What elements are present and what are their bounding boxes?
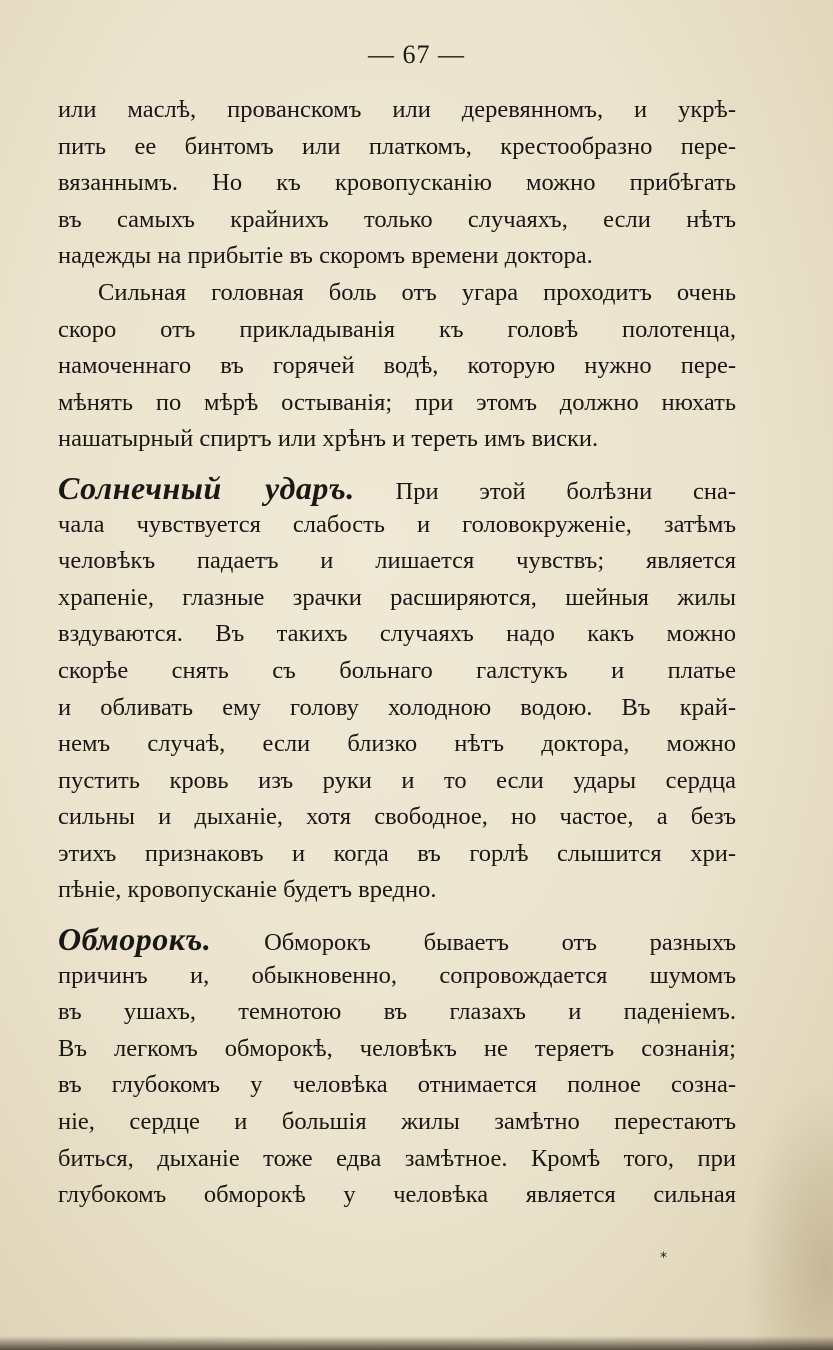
paragraph-continuation [58,92,736,275]
section-heading-sunstroke: Солнечный ударъ. [58,469,355,506]
text-line: немъ случаѣ, если близко нѣтъ доктора, можно [58,730,736,758]
text-line: Въ легкомъ обморокѣ, человѣкъ не теряетъ сознанія; [58,1034,736,1062]
text-line: чала чувствуется слабость и головокруженіе, затѣмъ [58,510,736,538]
text-line: въ самыхъ крайнихъ только случаяхъ, если нѣтъ [58,205,736,233]
text-line: и обливать ему голову холодною водою. Въ край- [58,693,736,721]
text-line: сильны и дыханіе, хотя свободное, но частое, а безъ [58,803,736,831]
signature-mark: * [660,1250,667,1266]
text-line: человѣкъ падаетъ и лишается чувствъ; является [58,547,736,575]
page-bottom-edge [0,1336,833,1350]
text-line: биться, дыханіе тоже едва замѣтное. Кромѣ того, при [58,1144,736,1172]
text-line: въ глубокомъ у человѣка отнимается полное созна- [58,1071,736,1099]
text-line: надежды на прибытіе въ скоромъ времени доктора. [58,242,593,270]
body-text [58,92,736,1214]
text-line: нашатырный спиртъ или хрѣнъ и тереть имъ виски. [58,425,599,453]
text-line: въ ушахъ, темнотою въ глазахъ и паденіемъ. [58,998,736,1026]
paragraph-headache [58,275,736,458]
section-fainting [58,921,736,1214]
section-first-line [58,470,736,507]
text-line: Сильная головная боль отъ угара проходитъ очень [98,278,736,306]
text-line: намоченнаго въ горячей водѣ, которую нужно пере- [58,352,736,380]
section-first-line [58,921,736,958]
text-fragment: При этой болѣзни сна- [395,477,736,505]
section-sunstroke [58,470,736,909]
page-number: — 67 — [368,40,465,69]
text-line: глубокомъ обморокѣ у человѣка является сильная [58,1181,736,1209]
text-line: ніе, сердце и большія жилы замѣтно перестаютъ [58,1108,736,1136]
text-line: пустить кровь изъ руки и то если удары сердца [58,766,736,794]
section-heading-fainting: Обморокъ. [58,921,212,958]
text-line: храпеніе, глазные зрачки расширяются, шейныя жилы [58,583,736,611]
text-line: этихъ признаковъ и когда въ горлѣ слышится хри- [58,839,736,867]
text-line: причинъ и, обыкновенно, сопровождается шумомъ [58,961,736,989]
text-line: пить ее бинтомъ или платкомъ, крестообразно пере- [58,132,736,160]
text-line: пѣніе, кровопусканіе будетъ вредно. [58,876,437,904]
text-line: или маслѣ, прованскомъ или деревянномъ, и укрѣ- [58,96,736,123]
text-fragment: Обморокъ бываетъ отъ разныхъ [264,929,736,957]
text-line: скорѣе снять съ больнаго галстукъ и платье [58,656,736,684]
text-line: вздуваются. Въ такихъ случаяхъ надо какъ можно [58,620,736,648]
text-line: вязаннымъ. Но къ кровопусканію можно прибѣгать [58,169,736,197]
text-line: мѣнять по мѣрѣ остыванія; при этомъ должно нюхать [58,388,736,416]
text-line: скоро отъ прикладыванія къ головѣ полотенца, [58,315,736,343]
page-stain [743,1080,833,1350]
